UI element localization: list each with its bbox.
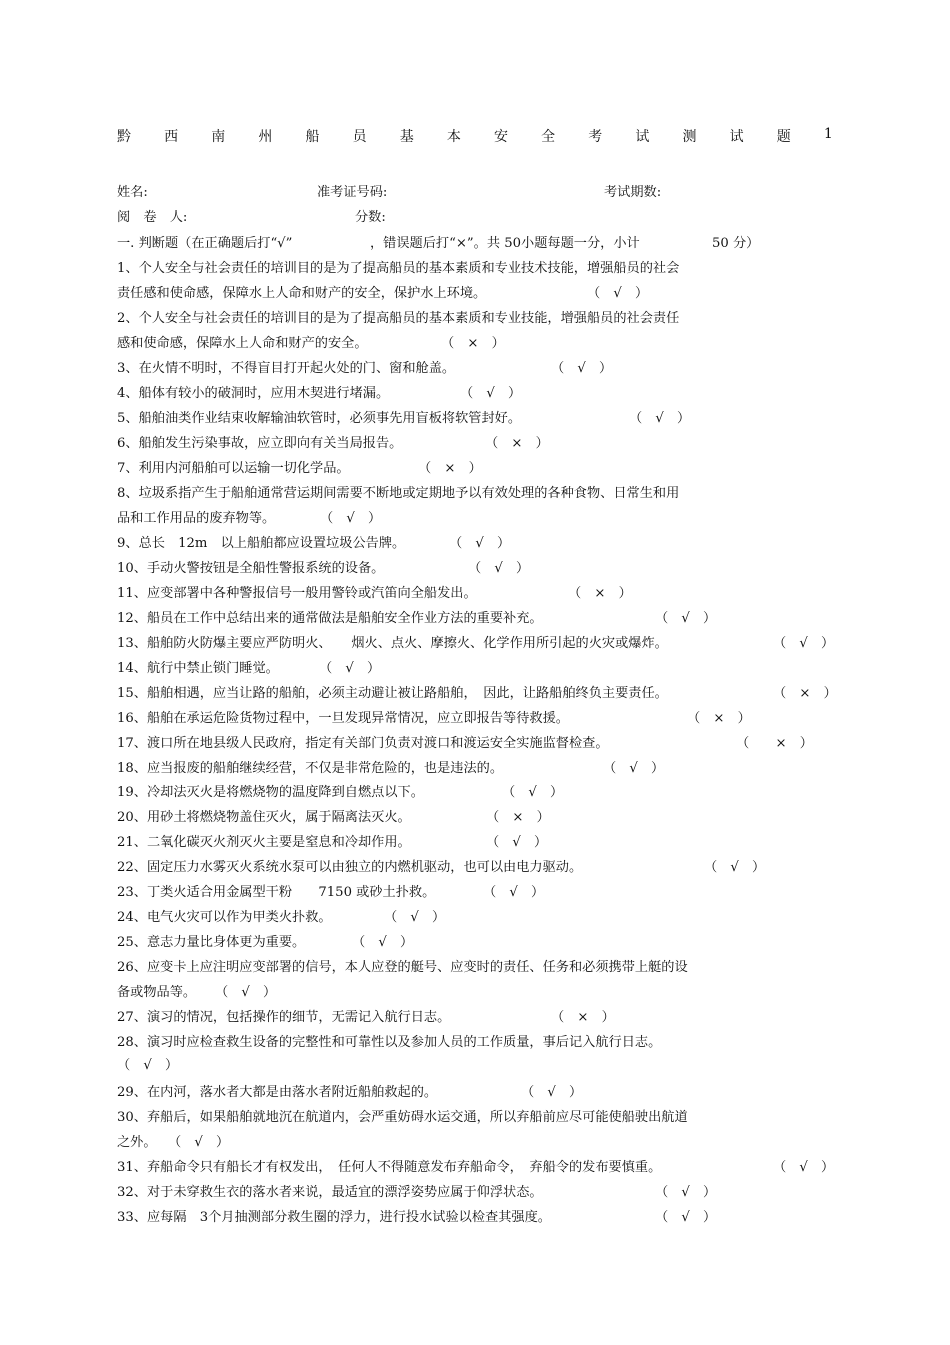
title-char: 西 bbox=[164, 129, 179, 145]
answer-mark: （ × ） bbox=[418, 461, 482, 476]
section-intro-a: 一. 判断题（在正确题后打“√” bbox=[117, 236, 293, 251]
answer-mark: （ × ） bbox=[568, 586, 632, 601]
question-line: 29、在内河，落水者大都是由落水者附近船舶救起的。 bbox=[117, 1085, 438, 1100]
answer-mark: （ √ ） bbox=[319, 661, 381, 676]
answer-mark: （ × ） bbox=[441, 336, 505, 351]
question-line: 14、航行中禁止锁门睡觉。 bbox=[117, 661, 279, 676]
answer-mark: （ √ ） bbox=[168, 1135, 230, 1150]
answer-mark: （ √ ） bbox=[655, 1210, 717, 1225]
question-line: 品和工作用品的废弃物等。 bbox=[117, 511, 276, 526]
title-char: 基 bbox=[399, 129, 414, 145]
title-char: 试 bbox=[635, 129, 650, 145]
question-line: 5、船舶油类作业结束收解输油软管时，必须事先用盲板将软管封好。 bbox=[117, 411, 522, 426]
answer-mark: （ √ ） bbox=[449, 536, 511, 551]
title-char: 全 bbox=[541, 129, 556, 145]
question-line: 17、渡口所在地县级人民政府，指定有关部门负责对渡口和渡运安全实施监督检查。 bbox=[117, 736, 609, 751]
question-line: 6、船舶发生污染事故，应立即向有关当局报告。 bbox=[117, 436, 403, 451]
question-line: 感和使命感，保障水上人命和财产的安全。 bbox=[117, 336, 368, 351]
answer-mark: （ √ ） bbox=[629, 411, 691, 426]
answer-mark: （ × ） bbox=[687, 711, 751, 726]
question-line: 18、应当报废的船舶继续经营，不仅是非常危险的，也是违法的。 bbox=[117, 761, 504, 776]
score-label: 分数: bbox=[355, 210, 386, 225]
question-line: 24、电气火灾可以作为甲类火扑救。 bbox=[117, 910, 332, 925]
question-line: 13、船舶防火防爆主要应严防明火、 烟火、点火、摩擦火、化学作用所引起的火灾或爆炸。 bbox=[117, 636, 668, 651]
answer-mark: （ √ ） bbox=[704, 860, 766, 875]
question-line: 20、用砂土将燃烧物盖住灭火，属于隔离法灭火。 bbox=[117, 810, 411, 825]
name-label: 姓名: bbox=[117, 185, 148, 200]
title-char: 南 bbox=[211, 129, 226, 145]
answer-mark: （ √ ） bbox=[460, 386, 522, 401]
answer-mark: （ √ ） bbox=[521, 1085, 583, 1100]
question-line: 备或物品等。 bbox=[117, 985, 197, 1000]
title-char: 员 bbox=[352, 129, 367, 145]
answer-mark: （ √ ） bbox=[603, 761, 665, 776]
title-char: 船 bbox=[305, 129, 320, 145]
answer-mark: （ √ ） bbox=[384, 910, 446, 925]
answer-mark: （ × ） bbox=[551, 1010, 615, 1025]
question-line: 15、船舶相遇，应当让路的船舶，必须主动避让被让路船舶， 因此，让路船舶终负主要责任。 bbox=[117, 686, 668, 701]
question-line: 责任感和使命感，保障水上人命和财产的安全，保护水上环境。 bbox=[117, 286, 487, 301]
answer-mark: （ √ ） bbox=[117, 1058, 179, 1073]
answer-mark: （ √ ） bbox=[486, 835, 548, 850]
question-line: 4、船体有较小的破洞时，应用木契进行堵漏。 bbox=[117, 386, 390, 401]
answer-mark: （ √ ） bbox=[773, 636, 835, 651]
question-line: 25、意志力量比身体更为重要。 bbox=[117, 935, 306, 950]
exam-id-label: 准考证号码: bbox=[317, 185, 388, 200]
question-line: 7、利用内河船舶可以运输一切化学品。 bbox=[117, 461, 350, 476]
question-line: 11、应变部署中各种警报信号一般用警铃或汽笛向全船发出。 bbox=[117, 586, 477, 601]
title-char: 州 bbox=[258, 129, 273, 145]
title-char: 考 bbox=[588, 129, 603, 145]
question-line: 21、二氧化碳灭火剂灭火主要是窒息和冷却作用。 bbox=[117, 835, 411, 850]
question-line: 9、总长 12m 以上船舶都应设置垃圾公告牌。 bbox=[117, 536, 406, 551]
title-char: 1 bbox=[823, 126, 833, 142]
question-line: 8、垃圾系指产生于船舶通常营运期间需要不断地或定期地予以有效处理的各种食物、日常生和用 bbox=[117, 486, 680, 501]
answer-mark: （ √ ） bbox=[215, 985, 277, 1000]
title-char: 本 bbox=[446, 129, 461, 145]
question-line: 12、船员在工作中总结出来的通常做法是船舶安全作业方法的重要补充。 bbox=[117, 611, 543, 626]
question-line: 之外。 bbox=[117, 1135, 157, 1150]
exam-title bbox=[117, 126, 833, 148]
answer-mark: （ √ ） bbox=[551, 361, 613, 376]
answer-mark: （ √ ） bbox=[655, 1185, 717, 1200]
answer-mark: （ √ ） bbox=[483, 885, 545, 900]
section-intro-c: 50 分） bbox=[712, 236, 760, 251]
question-line: 1、个人安全与社会责任的培训目的是为了提高船员的基本素质和专业技术技能，增强船员的社会 bbox=[117, 261, 680, 276]
title-char: 测 bbox=[682, 129, 697, 145]
answer-mark: （ √ ） bbox=[773, 1160, 835, 1175]
question-line: 31、弃船命令只有船长才有权发出， 任何人不得随意发布弃船命令， 弃船令的发布要慎重。 bbox=[117, 1160, 662, 1175]
answer-mark: （ √ ） bbox=[655, 611, 717, 626]
question-line: 27、演习的情况，包括操作的细节，无需记入航行日志。 bbox=[117, 1010, 451, 1025]
title-char: 试 bbox=[729, 129, 744, 145]
question-line: 23、丁类火适合用金属型干粉 7150 或砂土扑救。 bbox=[117, 885, 436, 900]
answer-mark: （ √ ） bbox=[468, 561, 530, 576]
question-line: 33、应每隔 3个月抽测部分救生圈的浮力，进行投水试验以检查其强度。 bbox=[117, 1210, 551, 1225]
answer-mark: （ × ） bbox=[485, 436, 549, 451]
question-line: 22、固定压力水雾灭火系统水泵可以由独立的内燃机驱动，也可以由电力驱动。 bbox=[117, 860, 583, 875]
section-intro-b: ，错误题后打“×”。共 50小题每题一分，小计 bbox=[370, 236, 640, 251]
question-line: 32、对于未穿救生衣的落水者来说，最适宜的漂浮姿势应属于仰浮状态。 bbox=[117, 1185, 543, 1200]
title-char: 题 bbox=[776, 129, 791, 145]
answer-mark: （ √ ） bbox=[320, 511, 382, 526]
question-line: 10、手动火警按钮是全船性警报系统的设备。 bbox=[117, 561, 385, 576]
question-line: 16、船舶在承运危险货物过程中，一旦发现异常情况，应立即报告等待救援。 bbox=[117, 711, 569, 726]
answer-mark: （ × ） bbox=[773, 686, 837, 701]
exam-period-label: 考试期数: bbox=[604, 185, 662, 200]
title-char: 黔 bbox=[117, 129, 131, 145]
answer-mark: （ √ ） bbox=[502, 785, 564, 800]
title-char: 安 bbox=[494, 129, 508, 145]
answer-mark: （ × ） bbox=[486, 810, 550, 825]
answer-mark: （ × ） bbox=[736, 736, 813, 751]
reviewer-label: 阅 卷 人: bbox=[117, 210, 188, 225]
question-line: 26、应变卡上应注明应变部署的信号，本人应登的艇号、应变时的责任、任务和必须携带上艇的设 bbox=[117, 960, 688, 975]
question-line: 19、冷却法灭火是将燃烧物的温度降到自燃点以下。 bbox=[117, 785, 424, 800]
answer-mark: （ √ ） bbox=[352, 935, 414, 950]
question-line: 28、演习时应检查救生设备的完整性和可靠性以及参加人员的工作质量，事后记入航行日志。 bbox=[117, 1035, 662, 1050]
question-line: 3、在火情不明时，不得盲目打开起火处的门、窗和舱盖。 bbox=[117, 361, 456, 376]
question-line: 2、个人安全与社会责任的培训目的是为了提高船员的基本素质和专业技能，增强船员的社会责任 bbox=[117, 311, 680, 326]
question-line: 30、弃船后，如果船舶就地沉在航道内，会严重妨碍水运交通，所以弃船前应尽可能使船驶出航道 bbox=[117, 1110, 688, 1125]
answer-mark: （ √ ） bbox=[587, 286, 649, 301]
